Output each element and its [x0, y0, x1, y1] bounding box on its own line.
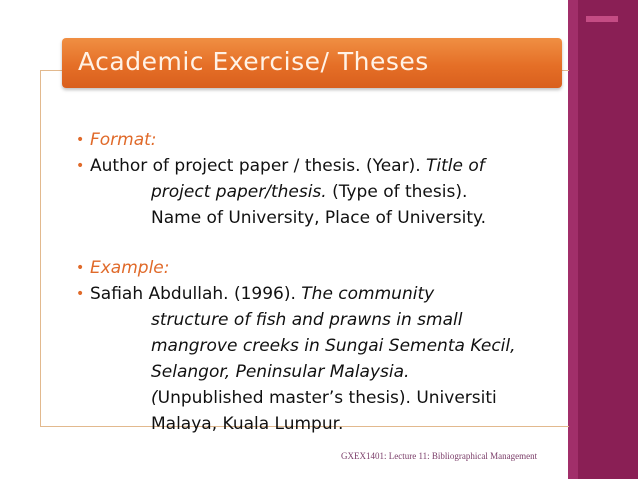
format-label: Format:	[90, 130, 157, 150]
bullet-icon: •	[76, 260, 85, 276]
format-line-2	[76, 179, 566, 205]
example-line-2	[76, 307, 566, 333]
example-line-5	[76, 385, 566, 411]
slide-footer: GXEX1401: Lecture 11: Bibliographical Management	[341, 451, 538, 461]
title-bar	[62, 38, 562, 88]
example-line-1	[76, 281, 566, 307]
bullet-icon: •	[76, 158, 85, 174]
format-line-1	[76, 153, 566, 179]
bullet-icon: •	[76, 286, 85, 302]
example-text-4: Selangor, Peninsular Malaysia.	[151, 362, 410, 382]
example-line-6	[76, 411, 566, 437]
example-text-3: mangrove creeks in Sungai Sementa Kecil,	[151, 336, 516, 356]
format-text-1: Author of project paper / thesis. (Year). Title of	[90, 156, 485, 176]
format-text-2-plain: (Type of thesis).	[326, 182, 468, 202]
format-text-2-italic: project paper/thesis.	[151, 182, 327, 202]
example-text-2: structure of fish and prawns in small	[151, 310, 463, 330]
bullet-icon: •	[76, 132, 85, 148]
example-text-5-plain: Unpublished master’s thesis). Universiti	[157, 388, 497, 408]
slide-title: Academic Exercise/ Theses	[78, 47, 429, 76]
side-decoration-bar	[568, 0, 638, 479]
example-text-5-italic: (	[151, 388, 158, 408]
example-text-1: Safiah Abdullah. (1996). The community	[90, 284, 435, 304]
example-line-3	[76, 333, 566, 359]
example-bullet-item	[76, 255, 566, 281]
example-label: Example:	[90, 258, 170, 278]
slide-content	[76, 127, 566, 437]
side-bar-ornament	[578, 12, 626, 26]
side-bar-highlight	[568, 0, 578, 479]
format-line-3	[76, 205, 566, 231]
format-bullet-item	[76, 127, 566, 153]
example-text-6: Malaya, Kuala Lumpur.	[151, 414, 344, 434]
example-line-4	[76, 359, 566, 385]
format-text-3: Name of University, Place of University.	[151, 208, 487, 228]
